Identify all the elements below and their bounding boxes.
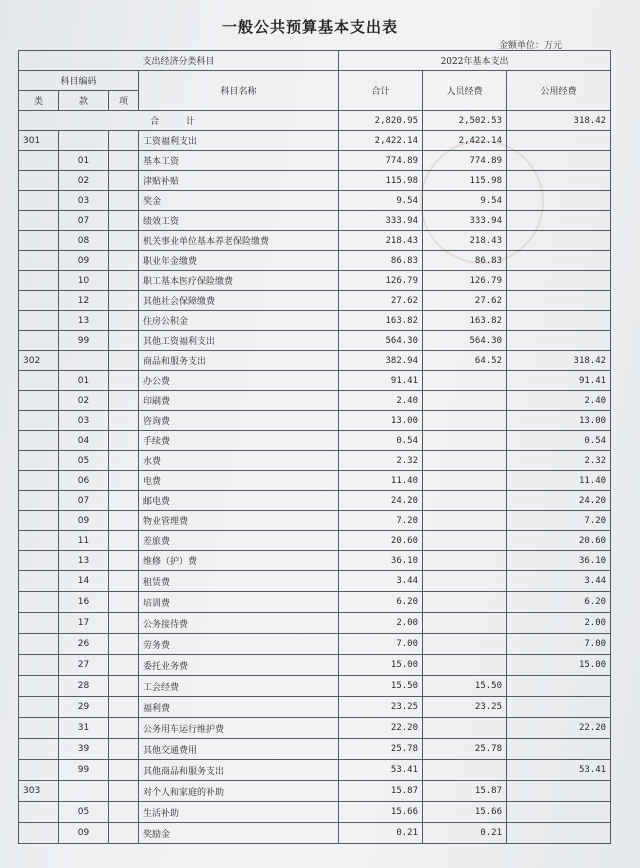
personnel-cell [423, 491, 507, 511]
total-cell: 7.00 [339, 634, 423, 655]
xiang-cell [109, 371, 139, 391]
xiang-cell [109, 781, 139, 802]
item-name-cell: 生活补助 [139, 802, 339, 823]
item-name-cell: 机关事业单位基本养老保险缴费 [139, 231, 339, 251]
total-label: 合 计 [19, 111, 339, 131]
item-name-cell: 福利费 [139, 697, 339, 718]
xiang-header: 项 [109, 91, 139, 111]
public-cell [507, 171, 611, 191]
kuan-cell: 13 [59, 551, 109, 571]
xiang-cell [109, 191, 139, 211]
public-cell [507, 823, 611, 844]
public-cell: 91.41 [507, 371, 611, 391]
item-name-cell: 基本工资 [139, 151, 339, 171]
public-cell [507, 311, 611, 331]
item-name-cell: 奖金 [139, 191, 339, 211]
total-cell: 6.20 [339, 592, 423, 613]
item-name-cell: 办公费 [139, 371, 339, 391]
table-row [19, 718, 611, 739]
lei-cell [19, 431, 59, 451]
personnel-cell [423, 471, 507, 491]
kuan-cell: 99 [59, 760, 109, 781]
personnel-cell: 25.78 [423, 739, 507, 760]
public-cell [507, 781, 611, 802]
kuan-cell: 09 [59, 251, 109, 271]
code-group-header: 科目编码 [19, 71, 139, 91]
table-row [19, 371, 611, 391]
kuan-cell: 31 [59, 718, 109, 739]
personnel-cell [423, 371, 507, 391]
lei-cell [19, 211, 59, 231]
personnel-cell [423, 391, 507, 411]
kuan-cell: 14 [59, 571, 109, 592]
total-cell: 15.66 [339, 802, 423, 823]
public-cell [507, 131, 611, 151]
public-cell [507, 291, 611, 311]
personnel-cell [423, 431, 507, 451]
personnel-cell: 64.52 [423, 351, 507, 371]
expenditure-table [18, 50, 611, 844]
table-row [19, 613, 611, 634]
kuan-cell: 08 [59, 231, 109, 251]
public-cell: 7.20 [507, 511, 611, 531]
public-cell: 6.20 [507, 592, 611, 613]
kuan-cell [59, 131, 109, 151]
kuan-cell: 39 [59, 739, 109, 760]
total-cell: 15.50 [339, 676, 423, 697]
table-row [19, 211, 611, 231]
lei-cell [19, 511, 59, 531]
table-row [19, 411, 611, 431]
total-cell: 126.79 [339, 271, 423, 291]
personnel-cell: 218.43 [423, 231, 507, 251]
total-cell: 27.62 [339, 291, 423, 311]
public-cell: 20.60 [507, 531, 611, 551]
lei-cell [19, 471, 59, 491]
lei-cell [19, 371, 59, 391]
lei-cell [19, 676, 59, 697]
lei-cell [19, 697, 59, 718]
table-row [19, 351, 611, 371]
lei-cell [19, 271, 59, 291]
public-cell [507, 151, 611, 171]
kuan-cell: 28 [59, 676, 109, 697]
public-cell: 0.54 [507, 431, 611, 451]
table-row [19, 311, 611, 331]
xiang-cell [109, 171, 139, 191]
table-row [19, 551, 611, 571]
table-row [19, 231, 611, 251]
total-cell: 2.40 [339, 391, 423, 411]
item-name-cell: 商品和服务支出 [139, 351, 339, 371]
lei-cell [19, 171, 59, 191]
kuan-cell [59, 781, 109, 802]
public-cell [507, 251, 611, 271]
personnel-cell: 115.98 [423, 171, 507, 191]
table-row [19, 391, 611, 411]
table-row [19, 151, 611, 171]
item-name-cell: 手续费 [139, 431, 339, 451]
item-name-cell: 劳务费 [139, 634, 339, 655]
item-name-cell: 住房公积金 [139, 311, 339, 331]
personnel-header: 人员经费 [423, 71, 507, 111]
public-cell [507, 271, 611, 291]
xiang-cell [109, 760, 139, 781]
item-name-cell: 其他社会保障缴费 [139, 291, 339, 311]
total-cell: 7.20 [339, 511, 423, 531]
personnel-cell: 15.50 [423, 676, 507, 697]
name-header: 科目名称 [139, 71, 339, 111]
kuan-cell: 04 [59, 431, 109, 451]
lei-cell [19, 231, 59, 251]
personnel-cell [423, 411, 507, 431]
table-row [19, 592, 611, 613]
kuan-cell: 09 [59, 511, 109, 531]
xiang-cell [109, 676, 139, 697]
table-row [19, 802, 611, 823]
total-cell: 2.00 [339, 613, 423, 634]
kuan-cell: 07 [59, 491, 109, 511]
xiang-cell [109, 718, 139, 739]
table-row [19, 291, 611, 311]
public-cell [507, 697, 611, 718]
kuan-cell: 02 [59, 391, 109, 411]
total-cell: 86.83 [339, 251, 423, 271]
xiang-cell [109, 351, 139, 371]
kuan-cell: 07 [59, 211, 109, 231]
lei-cell [19, 151, 59, 171]
total-header: 合计 [339, 71, 423, 111]
kuan-cell: 06 [59, 471, 109, 491]
lei-cell [19, 634, 59, 655]
xiang-cell [109, 211, 139, 231]
item-name-cell: 物业管理费 [139, 511, 339, 531]
public-cell: 13.00 [507, 411, 611, 431]
item-name-cell: 津贴补贴 [139, 171, 339, 191]
public-cell [507, 802, 611, 823]
public-cell: 22.20 [507, 718, 611, 739]
kuan-cell: 27 [59, 655, 109, 676]
item-name-cell: 邮电费 [139, 491, 339, 511]
item-name-cell: 公务用车运行维护费 [139, 718, 339, 739]
total-cell: 13.00 [339, 411, 423, 431]
kuan-cell: 16 [59, 592, 109, 613]
total-cell: 774.89 [339, 151, 423, 171]
table-row [19, 781, 611, 802]
personnel-cell: 163.82 [423, 311, 507, 331]
table-row [19, 191, 611, 211]
xiang-cell [109, 331, 139, 351]
item-name-cell: 其他交通费用 [139, 739, 339, 760]
table-row [19, 491, 611, 511]
table-row [19, 431, 611, 451]
public-cell: 53.41 [507, 760, 611, 781]
public-cell [507, 231, 611, 251]
item-name-cell: 绩效工资 [139, 211, 339, 231]
public-cell: 11.40 [507, 471, 611, 491]
xiang-cell [109, 531, 139, 551]
xiang-cell [109, 551, 139, 571]
personnel-cell: 333.94 [423, 211, 507, 231]
lei-cell [19, 251, 59, 271]
item-name-cell: 工资福利支出 [139, 131, 339, 151]
lei-cell [19, 551, 59, 571]
lei-cell: 303 [19, 781, 59, 802]
xiang-cell [109, 511, 139, 531]
kuan-cell [59, 351, 109, 371]
table-row [19, 571, 611, 592]
unit-label: 金额单位：万元 [498, 41, 562, 51]
total-cell: 0.54 [339, 431, 423, 451]
lei-cell [19, 291, 59, 311]
personnel-cell [423, 718, 507, 739]
public-cell: 36.10 [507, 551, 611, 571]
total-cell: 382.94 [339, 351, 423, 371]
total-row [19, 111, 611, 131]
total-cell: 0.21 [339, 823, 423, 844]
item-name-cell: 电费 [139, 471, 339, 491]
table-row [19, 131, 611, 151]
personnel-cell: 9.54 [423, 191, 507, 211]
xiang-cell [109, 655, 139, 676]
kuan-cell: 17 [59, 613, 109, 634]
lei-cell [19, 451, 59, 471]
xiang-cell [109, 431, 139, 451]
item-name-cell: 工会经费 [139, 676, 339, 697]
table-row [19, 655, 611, 676]
table-row [19, 451, 611, 471]
item-name-cell: 印刷费 [139, 391, 339, 411]
xiang-cell [109, 291, 139, 311]
personnel-cell: 86.83 [423, 251, 507, 271]
item-name-cell: 其他工资福利支出 [139, 331, 339, 351]
lei-cell [19, 655, 59, 676]
total-cell: 36.10 [339, 551, 423, 571]
table-row [19, 760, 611, 781]
kuan-cell: 09 [59, 823, 109, 844]
personnel-cell [423, 634, 507, 655]
item-name-cell: 对个人和家庭的补助 [139, 781, 339, 802]
xiang-cell [109, 131, 139, 151]
personnel-cell [423, 531, 507, 551]
personnel-cell [423, 571, 507, 592]
item-name-cell: 公务接待费 [139, 613, 339, 634]
kuan-cell: 05 [59, 451, 109, 471]
item-name-cell: 咨询费 [139, 411, 339, 431]
personnel-cell: 564.30 [423, 331, 507, 351]
personnel-cell [423, 760, 507, 781]
table-row [19, 531, 611, 551]
total-cell: 15.00 [339, 655, 423, 676]
personnel-cell: 15.66 [423, 802, 507, 823]
kuan-cell: 13 [59, 311, 109, 331]
lei-cell: 302 [19, 351, 59, 371]
item-name-cell: 职业年金缴费 [139, 251, 339, 271]
total-cell: 9.54 [339, 191, 423, 211]
lei-cell [19, 571, 59, 592]
public-cell: 24.20 [507, 491, 611, 511]
lei-cell [19, 823, 59, 844]
public-cell [507, 211, 611, 231]
xiang-cell [109, 634, 139, 655]
table-row [19, 823, 611, 844]
lei-cell [19, 531, 59, 551]
lei-cell [19, 802, 59, 823]
personnel-cell [423, 592, 507, 613]
public-cell: 3.44 [507, 571, 611, 592]
document-title: 一般公共预算基本支出表 [221, 18, 398, 36]
total-cell: 20.60 [339, 531, 423, 551]
econ-category-header: 支出经济分类科目 [19, 51, 339, 71]
table-row [19, 511, 611, 531]
kuan-cell: 03 [59, 411, 109, 431]
total-cell: 53.41 [339, 760, 423, 781]
xiang-cell [109, 471, 139, 491]
public-cell [507, 739, 611, 760]
xiang-cell [109, 411, 139, 431]
item-name-cell: 水费 [139, 451, 339, 471]
kuan-cell: 02 [59, 171, 109, 191]
personnel-cell [423, 613, 507, 634]
xiang-cell [109, 613, 139, 634]
xiang-cell [109, 697, 139, 718]
lei-cell [19, 613, 59, 634]
public-cell [507, 676, 611, 697]
lei-cell [19, 191, 59, 211]
xiang-cell [109, 571, 139, 592]
xiang-cell [109, 823, 139, 844]
total-cell: 3.44 [339, 571, 423, 592]
total-public: 318.42 [507, 111, 611, 131]
total-cell: 2,422.14 [339, 131, 423, 151]
kuan-cell: 29 [59, 697, 109, 718]
kuan-cell: 26 [59, 634, 109, 655]
item-name-cell: 差旅费 [139, 531, 339, 551]
item-name-cell: 维修（护）费 [139, 551, 339, 571]
total-cell: 11.40 [339, 471, 423, 491]
xiang-cell [109, 739, 139, 760]
lei-cell [19, 491, 59, 511]
kuan-cell: 12 [59, 291, 109, 311]
public-cell: 2.32 [507, 451, 611, 471]
total-cell: 163.82 [339, 311, 423, 331]
lei-cell [19, 391, 59, 411]
table-row [19, 471, 611, 491]
xiang-cell [109, 311, 139, 331]
lei-cell [19, 718, 59, 739]
item-name-cell: 奖励金 [139, 823, 339, 844]
table-row [19, 739, 611, 760]
lei-cell [19, 592, 59, 613]
public-cell: 15.00 [507, 655, 611, 676]
lei-cell [19, 739, 59, 760]
budget-group-header: 2022年基本支出 [339, 51, 611, 71]
item-name-cell: 委托业务费 [139, 655, 339, 676]
item-name-cell: 培训费 [139, 592, 339, 613]
lei-cell [19, 311, 59, 331]
lei-header: 类 [19, 91, 59, 111]
personnel-cell: 15.87 [423, 781, 507, 802]
public-header: 公用经费 [507, 71, 611, 111]
total-cell: 23.25 [339, 697, 423, 718]
lei-cell [19, 331, 59, 351]
personnel-cell: 27.62 [423, 291, 507, 311]
public-cell: 2.40 [507, 391, 611, 411]
public-cell: 2.00 [507, 613, 611, 634]
table-row [19, 171, 611, 191]
personnel-cell: 2,422.14 [423, 131, 507, 151]
xiang-cell [109, 491, 139, 511]
total-cell: 24.20 [339, 491, 423, 511]
kuan-cell: 01 [59, 151, 109, 171]
kuan-cell: 99 [59, 331, 109, 351]
kuan-cell: 03 [59, 191, 109, 211]
total-cell: 115.98 [339, 171, 423, 191]
personnel-cell [423, 511, 507, 531]
personnel-cell: 126.79 [423, 271, 507, 291]
total-personnel: 2,502.53 [423, 111, 507, 131]
table-row [19, 634, 611, 655]
xiang-cell [109, 251, 139, 271]
kuan-cell: 10 [59, 271, 109, 291]
table-row [19, 697, 611, 718]
kuan-cell: 05 [59, 802, 109, 823]
public-cell [507, 331, 611, 351]
xiang-cell [109, 802, 139, 823]
xiang-cell [109, 231, 139, 251]
table-body [19, 131, 611, 844]
personnel-cell [423, 451, 507, 471]
total-cell: 91.41 [339, 371, 423, 391]
xiang-cell [109, 451, 139, 471]
total-cell: 15.87 [339, 781, 423, 802]
kuan-header: 款 [59, 91, 109, 111]
xiang-cell [109, 271, 139, 291]
total-cell: 2.32 [339, 451, 423, 471]
kuan-cell: 01 [59, 371, 109, 391]
item-name-cell: 租赁费 [139, 571, 339, 592]
total-amount: 2,820.95 [339, 111, 423, 131]
lei-cell: 301 [19, 131, 59, 151]
total-cell: 218.43 [339, 231, 423, 251]
personnel-cell [423, 655, 507, 676]
item-name-cell: 其他商品和服务支出 [139, 760, 339, 781]
table-row [19, 271, 611, 291]
personnel-cell [423, 551, 507, 571]
public-cell [507, 191, 611, 211]
lei-cell [19, 411, 59, 431]
personnel-cell: 23.25 [423, 697, 507, 718]
public-cell: 7.00 [507, 634, 611, 655]
total-cell: 333.94 [339, 211, 423, 231]
total-cell: 22.20 [339, 718, 423, 739]
xiang-cell [109, 391, 139, 411]
table-row [19, 676, 611, 697]
personnel-cell: 0.21 [423, 823, 507, 844]
table-row [19, 251, 611, 271]
xiang-cell [109, 592, 139, 613]
personnel-cell: 774.89 [423, 151, 507, 171]
item-name-cell: 职工基本医疗保险缴费 [139, 271, 339, 291]
xiang-cell [109, 151, 139, 171]
kuan-cell: 11 [59, 531, 109, 551]
total-cell: 25.78 [339, 739, 423, 760]
lei-cell [19, 760, 59, 781]
public-cell: 318.42 [507, 351, 611, 371]
total-cell: 564.30 [339, 331, 423, 351]
table-row [19, 331, 611, 351]
